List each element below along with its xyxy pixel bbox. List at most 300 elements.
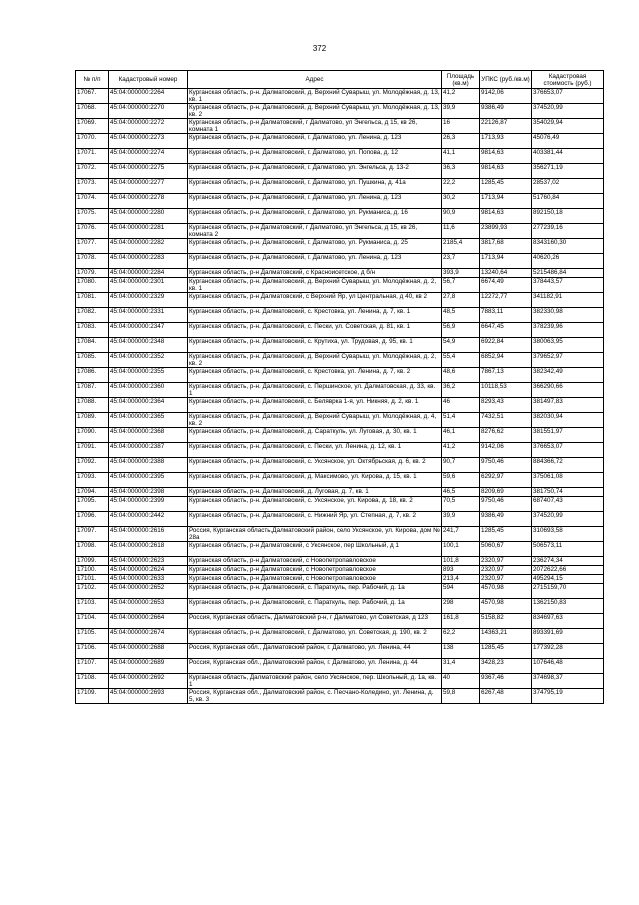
area-cell: 48,6 (442, 368, 480, 383)
area-cell: 90,9 (442, 209, 480, 224)
table-row (76, 584, 604, 599)
row-number-cell: 17088. (76, 398, 109, 413)
address-cell: Курганская область, р-н. Далматовский, с. Параткуль, пер. Рабочий, д. 1а (188, 599, 442, 614)
row-number-cell: 17096. (76, 512, 109, 527)
table-row (76, 614, 604, 629)
address-cell: Курганская область, р-н. Далматовский, г. Далматово, ул. Энгельса, д. 13-2 (188, 164, 442, 179)
table-row (76, 512, 604, 527)
cadastral-cost-cell: 376653,07 (532, 443, 604, 458)
upks-cell: 12272,77 (480, 293, 532, 308)
area-cell: 46,1 (442, 428, 480, 443)
table-row (76, 239, 604, 254)
area-cell: 56,9 (442, 323, 480, 338)
table-row (76, 566, 604, 575)
address-cell: Курганская область, р-н. Далматовский, г. Далматово, ул. Ленина, д. 123 (188, 194, 442, 209)
cadastral-cost-cell: 374795,19 (532, 689, 604, 704)
table-row (76, 308, 604, 323)
table-row (76, 542, 604, 557)
address-cell: Курганская область, р-н. Далматовский, г. Далматово, ул. Рукманиса, д. 16 (188, 209, 442, 224)
cadastral-number-cell: 45:04:000000:2688 (109, 644, 188, 659)
table-row (76, 323, 604, 338)
cadastral-cost-cell: 341182,91 (532, 293, 604, 308)
area-cell: 594 (442, 584, 480, 599)
address-cell: Курганская область, р-н Далматовский, г Далматово, ул Энгельса, д 15, кв 26, комната 1 (188, 119, 442, 134)
upks-cell: 8276,62 (480, 428, 532, 443)
table-row (76, 278, 604, 293)
cadastral-number-cell: 45:04:000000:2270 (109, 104, 188, 119)
cadastral-cost-cell: 378239,96 (532, 323, 604, 338)
cadastral-cost-cell: 8343160,30 (532, 239, 604, 254)
area-cell: 46 (442, 398, 480, 413)
upks-cell: 3817,68 (480, 239, 532, 254)
row-number-cell: 17084. (76, 338, 109, 353)
upks-cell: 1713,94 (480, 254, 532, 269)
row-number-cell: 17083. (76, 323, 109, 338)
address-cell: Курганская область, р-н. Далматовский, с. Параткуль, пер. Рабочий, д. 1а (188, 584, 442, 599)
cadastral-cost-cell: 177392,28 (532, 644, 604, 659)
cadastral-cost-cell: 374520,99 (532, 104, 604, 119)
upks-cell: 9386,49 (480, 512, 532, 527)
row-number-cell: 17099. (76, 557, 109, 566)
cadastral-number-cell: 45:04:000000:2278 (109, 194, 188, 209)
upks-cell: 22126,87 (480, 119, 532, 134)
cadastral-number-cell: 45:04:000000:2264 (109, 89, 188, 104)
header-cadastral-number: Кадастровый номер (109, 71, 188, 89)
cadastral-cost-cell: 382342,49 (532, 368, 604, 383)
address-cell: Курганская область, р-н. Далматовский, с. Крутиха, ул. Трудовая, д. 95, кв. 1 (188, 338, 442, 353)
row-number-cell: 17092. (76, 458, 109, 473)
table-row (76, 527, 604, 542)
row-number-cell: 17078. (76, 254, 109, 269)
cadastral-cost-cell: 1362150,83 (532, 599, 604, 614)
row-number-cell: 17086. (76, 368, 109, 383)
row-number-cell: 17106. (76, 644, 109, 659)
address-cell: Курганская область, р-н. Далматовский, д. Максимово, ул. Кирова, д. 15, кв. 1 (188, 473, 442, 488)
table-row (76, 443, 604, 458)
cadastral-cost-cell: 381750,74 (532, 488, 604, 497)
area-cell: 46,5 (442, 488, 480, 497)
row-number-cell: 17105. (76, 629, 109, 644)
table-row (76, 254, 604, 269)
upks-cell: 9814,63 (480, 149, 532, 164)
row-number-cell: 17101. (76, 575, 109, 584)
address-cell: Курганская область, р-н Далматовский, с Верхний Яр, ул Центральная, д 40, кв 2 (188, 293, 442, 308)
upks-cell: 8293,43 (480, 398, 532, 413)
row-number-cell: 17107. (76, 659, 109, 674)
table-row (76, 428, 604, 443)
area-cell: 41,1 (442, 149, 480, 164)
row-number-cell: 17095. (76, 497, 109, 512)
cadastral-cost-cell: 45076,49 (532, 134, 604, 149)
area-cell: 39,9 (442, 104, 480, 119)
upks-cell: 6647,45 (480, 323, 532, 338)
row-number-cell: 17081. (76, 293, 109, 308)
address-cell: Курганская область, Далматовский район, село Уксянское, пер. Школьный, д. 1а, кв. 1 (188, 674, 442, 689)
address-cell: Курганская область, р-н. Далматовский, с. Уксянское, ул. Октябрьская, д. 6, кв. 2 (188, 458, 442, 473)
row-number-cell: 17067. (76, 89, 109, 104)
cadastral-cost-cell: 310693,58 (532, 527, 604, 542)
table-row (76, 269, 604, 278)
row-number-cell: 17089. (76, 413, 109, 428)
area-cell: 241,7 (442, 527, 480, 542)
cadastral-cost-cell: 382030,94 (532, 413, 604, 428)
cadastral-number-cell: 45:04:000000:2273 (109, 134, 188, 149)
cadastral-number-cell: 45:04:000000:2272 (109, 119, 188, 134)
row-number-cell: 17080. (76, 278, 109, 293)
cadastral-cost-cell: 382330,98 (532, 308, 604, 323)
cadastral-number-cell: 45:04:000000:2399 (109, 497, 188, 512)
area-cell: 393,9 (442, 269, 480, 278)
cadastral-cost-cell: 884366,72 (532, 458, 604, 473)
address-cell: Курганская область, р-н. Далматовский, г. Далматово, ул. Попова, д. 12 (188, 149, 442, 164)
row-number-cell: 17094. (76, 488, 109, 497)
row-number-cell: 17072. (76, 164, 109, 179)
table-row (76, 575, 604, 584)
upks-cell: 9142,06 (480, 89, 532, 104)
cadastral-number-cell: 45:04:000000:2623 (109, 557, 188, 566)
area-cell: 30,2 (442, 194, 480, 209)
upks-cell: 4570,98 (480, 599, 532, 614)
row-number-cell: 17075. (76, 209, 109, 224)
table-row (76, 413, 604, 428)
address-cell: Курганская область, р-н. Далматовский, с. Першинское, ул. Далматовская, д. 33, кв. 1 (188, 383, 442, 398)
address-cell: Курганская область, р-н. Далматовский, д. Верхний Суварыш, ул. Молодёжная, д. 4, кв. 2 (188, 413, 442, 428)
cadastral-number-cell: 45:04:000000:2281 (109, 224, 188, 239)
upks-cell: 23899,93 (480, 224, 532, 239)
row-number-cell: 17103. (76, 599, 109, 614)
row-number-cell: 17071. (76, 149, 109, 164)
area-cell: 55,4 (442, 353, 480, 368)
row-number-cell: 17109. (76, 689, 109, 704)
table-body (76, 89, 604, 704)
cadastral-cost-cell: 28537,02 (532, 179, 604, 194)
address-cell: Курганская область, р-н. Далматовский, г. Далматово, ул. Советская, д. 190, кв. 2 (188, 629, 442, 644)
upks-cell: 2320,97 (480, 566, 532, 575)
area-cell: 51,4 (442, 413, 480, 428)
address-cell: Курганская область, р-н Далматовский, с Новопетропавловское (188, 557, 442, 566)
cadastral-cost-cell: 107646,48 (532, 659, 604, 674)
address-cell: Курганская область, р-н Далматовский, г Далматово, ул Энгельса, д 15, кв 26, комната 2 (188, 224, 442, 239)
area-cell: 893 (442, 566, 480, 575)
area-cell: 62,2 (442, 629, 480, 644)
cadastral-cost-cell: 403381,44 (532, 149, 604, 164)
area-cell: 39,9 (442, 512, 480, 527)
area-cell: 298 (442, 599, 480, 614)
table-row (76, 689, 604, 704)
cadastral-number-cell: 45:04:000000:2365 (109, 413, 188, 428)
upks-cell: 6267,48 (480, 689, 532, 704)
upks-cell: 7883,11 (480, 308, 532, 323)
address-cell: Курганская область, р-н. Далматовский, с. Пески, ул. Ленина, д. 12, кв. 1 (188, 443, 442, 458)
upks-cell: 2320,97 (480, 557, 532, 566)
upks-cell: 6292,97 (480, 473, 532, 488)
row-number-cell: 17079. (76, 269, 109, 278)
row-number-cell: 17082. (76, 308, 109, 323)
table-row (76, 89, 604, 104)
cadastral-number-cell: 45:04:000000:2674 (109, 629, 188, 644)
address-cell: Курганская область, р-н. Далматовский, д. Верхний Суварыш, ул. Молодёжная, д. 2, кв. 2 (188, 353, 442, 368)
upks-cell: 7867,13 (480, 368, 532, 383)
area-cell: 56,7 (442, 278, 480, 293)
address-cell: Курганская область, р-н. Далматовский, с. Пески, ул. Советская, д. 81, кв. 1 (188, 323, 442, 338)
cadastral-number-cell: 45:04:000000:2352 (109, 353, 188, 368)
upks-cell: 5060,67 (480, 542, 532, 557)
cadastral-number-cell: 45:04:000000:2653 (109, 599, 188, 614)
upks-cell: 6922,84 (480, 338, 532, 353)
area-cell: 41,2 (442, 89, 480, 104)
row-number-cell: 17073. (76, 179, 109, 194)
area-cell: 26,3 (442, 134, 480, 149)
cadastral-number-cell: 45:04:000000:2618 (109, 542, 188, 557)
cadastral-cost-cell: 374520,99 (532, 512, 604, 527)
cadastral-number-cell: 45:04:000000:2347 (109, 323, 188, 338)
upks-cell: 13240,64 (480, 269, 532, 278)
row-number-cell: 17100. (76, 566, 109, 575)
cadastral-cost-cell: 375061,08 (532, 473, 604, 488)
upks-cell: 3428,23 (480, 659, 532, 674)
address-cell: Курганская область, р-н. Далматовский, д. Сараткуль, ул. Луговая, д. 30, кв. 1 (188, 428, 442, 443)
area-cell: 11,6 (442, 224, 480, 239)
row-number-cell: 17070. (76, 134, 109, 149)
header-number: № п/п (76, 71, 109, 89)
table-row (76, 398, 604, 413)
row-number-cell: 17085. (76, 353, 109, 368)
upks-cell: 1285,45 (480, 527, 532, 542)
table-row (76, 134, 604, 149)
cadastral-number-cell: 45:04:000000:2277 (109, 179, 188, 194)
cadastral-number-cell: 45:04:000000:2398 (109, 488, 188, 497)
row-number-cell: 17090. (76, 428, 109, 443)
table-row (76, 659, 604, 674)
area-cell: 23,7 (442, 254, 480, 269)
cadastral-number-cell: 45:04:000000:2283 (109, 254, 188, 269)
area-cell: 100,1 (442, 542, 480, 557)
area-cell: 2185,4 (442, 239, 480, 254)
upks-cell: 9367,46 (480, 674, 532, 689)
cadastral-cost-cell: 366290,66 (532, 383, 604, 398)
table-row (76, 629, 604, 644)
address-cell: Курганская область, р-н. Далматовский, г. Далматово, ул. Ленина, д. 123 (188, 134, 442, 149)
upks-cell: 14363,21 (480, 629, 532, 644)
row-number-cell: 17102. (76, 584, 109, 599)
address-cell: Курганская область, р-н Далматовский, с Новопетропавловское (188, 566, 442, 575)
area-cell: 59,8 (442, 689, 480, 704)
address-cell: Курганская область, р-н Далматовский, с Красноисетское, д б/н (188, 269, 442, 278)
cadastral-number-cell: 45:04:000000:2301 (109, 278, 188, 293)
table-row (76, 497, 604, 512)
cadastral-cost-cell: 376653,07 (532, 89, 604, 104)
row-number-cell: 17104. (76, 614, 109, 629)
row-number-cell: 17076. (76, 224, 109, 239)
row-number-cell: 17087. (76, 383, 109, 398)
cadastral-cost-cell: 506573,11 (532, 542, 604, 557)
table-row (76, 194, 604, 209)
row-number-cell: 17074. (76, 194, 109, 209)
cadastral-number-cell: 45:04:000000:2282 (109, 239, 188, 254)
area-cell: 70,5 (442, 497, 480, 512)
address-cell: Курганская область, р-н. Далматовский, г. Далматово, ул. Ленина, д. 123 (188, 254, 442, 269)
table-row (76, 353, 604, 368)
cadastral-number-cell: 45:04:000000:2348 (109, 338, 188, 353)
table-header-row (76, 71, 604, 89)
cadastral-number-cell: 45:04:000000:2368 (109, 428, 188, 443)
upks-cell: 5158,82 (480, 614, 532, 629)
cadastral-cost-cell: 2072622,66 (532, 566, 604, 575)
table-row (76, 368, 604, 383)
address-cell: Курганская область, р-н. Далматовский, с. Крестовка, ул. Ленина, д. 7, кв. 1 (188, 308, 442, 323)
area-cell: 59,6 (442, 473, 480, 488)
cadastral-number-cell: 45:04:000000:2331 (109, 308, 188, 323)
upks-cell: 9142,06 (480, 443, 532, 458)
cadastral-cost-cell: 892150,18 (532, 209, 604, 224)
table-row (76, 599, 604, 614)
row-number-cell: 17093. (76, 473, 109, 488)
address-cell: Россия, Курганская обл., Далматовский район, с. Песчано-Коледино, ул. Ленина, д. 5, кв. 3 (188, 689, 442, 704)
cadastral-number-cell: 45:04:000000:2388 (109, 458, 188, 473)
area-cell: 54,9 (442, 338, 480, 353)
row-number-cell: 17068. (76, 104, 109, 119)
area-cell: 22,2 (442, 179, 480, 194)
upks-cell: 9750,46 (480, 497, 532, 512)
table-row (76, 458, 604, 473)
table-row (76, 209, 604, 224)
table-row (76, 338, 604, 353)
cadastral-cost-cell: 834697,63 (532, 614, 604, 629)
cadastral-number-cell: 45:04:000000:2693 (109, 689, 188, 704)
cadastral-cost-cell: 381551,97 (532, 428, 604, 443)
address-cell: Курганская область, р-н Далматовский, с Уксянское, пер Школьный, д 1 (188, 542, 442, 557)
area-cell: 90,7 (442, 458, 480, 473)
upks-cell: 1285,45 (480, 179, 532, 194)
table-row (76, 557, 604, 566)
upks-cell: 1713,94 (480, 194, 532, 209)
header-cadastral-cost: Кадастровая стоимость (руб.) (532, 71, 604, 89)
upks-cell: 1285,45 (480, 644, 532, 659)
area-cell: 31,4 (442, 659, 480, 674)
area-cell: 40 (442, 674, 480, 689)
cadastral-number-cell: 45:04:000000:2692 (109, 674, 188, 689)
upks-cell: 9814,63 (480, 209, 532, 224)
cadastral-cost-cell: 236274,34 (532, 557, 604, 566)
address-cell: Россия, Курганская область,Далматовский район, село Уксянское, ул. Кирова, дом № 28а (189, 527, 440, 541)
table-row (76, 644, 604, 659)
cadastral-cost-cell: 687407,43 (532, 497, 604, 512)
address-cell: Россия, Курганская обл., Далматовский район, г. Далматово, ул. Ленина, 44 (188, 644, 442, 659)
address-cell: Курганская область, р-н. Далматовский, с. Крестовка, ул. Ленина, д. 7, кв. 2 (188, 368, 442, 383)
address-cell: Курганская область, р-н. Далматовский, д. Верхний Суварыш, ул. Молодёжная, д. 13, кв. 1 (189, 89, 440, 103)
upks-cell: 4570,98 (480, 584, 532, 599)
table-row (76, 293, 604, 308)
cadastral-number-cell: 45:04:000000:2364 (109, 398, 188, 413)
upks-cell: 7432,51 (480, 413, 532, 428)
table-row (76, 224, 604, 239)
upks-cell: 8209,69 (480, 488, 532, 497)
area-cell: 36,3 (442, 164, 480, 179)
upks-cell: 2320,97 (480, 575, 532, 584)
table-row (76, 488, 604, 497)
row-number-cell: 17077. (76, 239, 109, 254)
cadastral-number-cell: 45:04:000000:2616 (109, 527, 188, 542)
cadastral-number-cell: 45:04:000000:2280 (109, 209, 188, 224)
address-cell: Курганская область, р-н. Далматовский, с. Уксянское, ул. Кирова, д. 18, кв. 2 (188, 497, 442, 512)
area-cell: 138 (442, 644, 480, 659)
table-row (76, 164, 604, 179)
area-cell: 16 (442, 119, 480, 134)
cadastral-cost-cell: 5215486,84 (532, 269, 604, 278)
cadastral-number-cell: 45:04:000000:2395 (109, 473, 188, 488)
row-number-cell: 17069. (76, 119, 109, 134)
row-number-cell: 17097. (76, 527, 109, 542)
upks-cell: 6852,94 (480, 353, 532, 368)
upks-cell: 9386,49 (480, 104, 532, 119)
upks-cell: 9814,63 (480, 164, 532, 179)
cadastral-cost-cell: 277239,16 (532, 224, 604, 239)
address-cell: Курганская область, р-н. Далматовский, г. Далматово, ул. Пушкина, д. 41а (188, 179, 442, 194)
header-upks: УПКС (руб./кв.м) (480, 71, 532, 89)
cadastral-number-cell: 45:04:000000:2329 (109, 293, 188, 308)
area-cell: 41,2 (442, 443, 480, 458)
cadastral-number-cell: 45:04:000000:2624 (109, 566, 188, 575)
table-row (76, 383, 604, 398)
table-row (76, 104, 604, 119)
upks-cell: 6674,49 (480, 278, 532, 293)
area-cell: 36,2 (442, 383, 480, 398)
upks-cell: 9750,46 (480, 458, 532, 473)
row-number-cell: 17108. (76, 674, 109, 689)
cadastral-number-cell: 45:04:000000:2275 (109, 164, 188, 179)
area-cell: 27,8 (442, 293, 480, 308)
cadastral-cost-cell: 380063,95 (532, 338, 604, 353)
table-row (76, 473, 604, 488)
cadastral-number-cell: 45:04:000000:2664 (109, 614, 188, 629)
cadastral-number-cell: 45:04:000000:2387 (109, 443, 188, 458)
table-row (76, 674, 604, 689)
upks-cell: 1713,93 (480, 134, 532, 149)
area-cell: 48,5 (442, 308, 480, 323)
address-cell: Россия, Курганская область, Далматовский р-н, г Далматово, ул Советская, д 123 (188, 614, 442, 629)
area-cell: 161,8 (442, 614, 480, 629)
cadastral-number-cell: 45:04:000000:2355 (109, 368, 188, 383)
address-cell: Курганская область, р-н. Далматовский, д. Луговая, д. 7, кв. 1 (188, 488, 442, 497)
cadastral-cost-cell: 495294,15 (532, 575, 604, 584)
cadastral-cost-cell: 2715159,70 (532, 584, 604, 599)
row-number-cell: 17091. (76, 443, 109, 458)
cadastral-number-cell: 45:04:000000:2284 (109, 269, 188, 278)
cadastral-cost-cell: 379652,97 (532, 353, 604, 368)
cadastral-number-cell: 45:04:000000:2633 (109, 575, 188, 584)
cadastral-cost-cell: 893391,69 (532, 629, 604, 644)
address-cell: Россия, Курганская обл., Далматовский район, г. Далматово, ул. Ленина, д. 44 (188, 659, 442, 674)
table-row (76, 179, 604, 194)
cadastral-register-table (75, 70, 604, 704)
cadastral-number-cell: 45:04:000000:2274 (109, 149, 188, 164)
cadastral-cost-cell: 354029,94 (532, 119, 604, 134)
address-cell: Курганская область, р-н. Далматовский, д. Верхний Суварыш, ул. Молодёжная, д. 13, кв. 2 (189, 104, 440, 118)
area-cell: 101,8 (442, 557, 480, 566)
table-row (76, 149, 604, 164)
address-cell: Курганская область, р-н. Далматовский, с. Нижний Яр, ул. Степная, д. 7, кв. 2 (188, 512, 442, 527)
page-number: 372 (312, 44, 327, 53)
cadastral-number-cell: 45:04:000000:2442 (109, 512, 188, 527)
cadastral-cost-cell: 51760,84 (532, 194, 604, 209)
cadastral-cost-cell: 374698,37 (532, 674, 604, 689)
cadastral-number-cell: 45:04:000000:2652 (109, 584, 188, 599)
row-number-cell: 17098. (76, 542, 109, 557)
upks-cell: 10118,53 (480, 383, 532, 398)
address-cell: Курганская область, р-н Далматовский, с Новопетропавловское (188, 575, 442, 584)
cadastral-number-cell: 45:04:000000:2360 (109, 383, 188, 398)
address-cell: Курганская область, р-н. Далматовский, г. Далматово, ул. Рукманиса, д. 25 (188, 239, 442, 254)
